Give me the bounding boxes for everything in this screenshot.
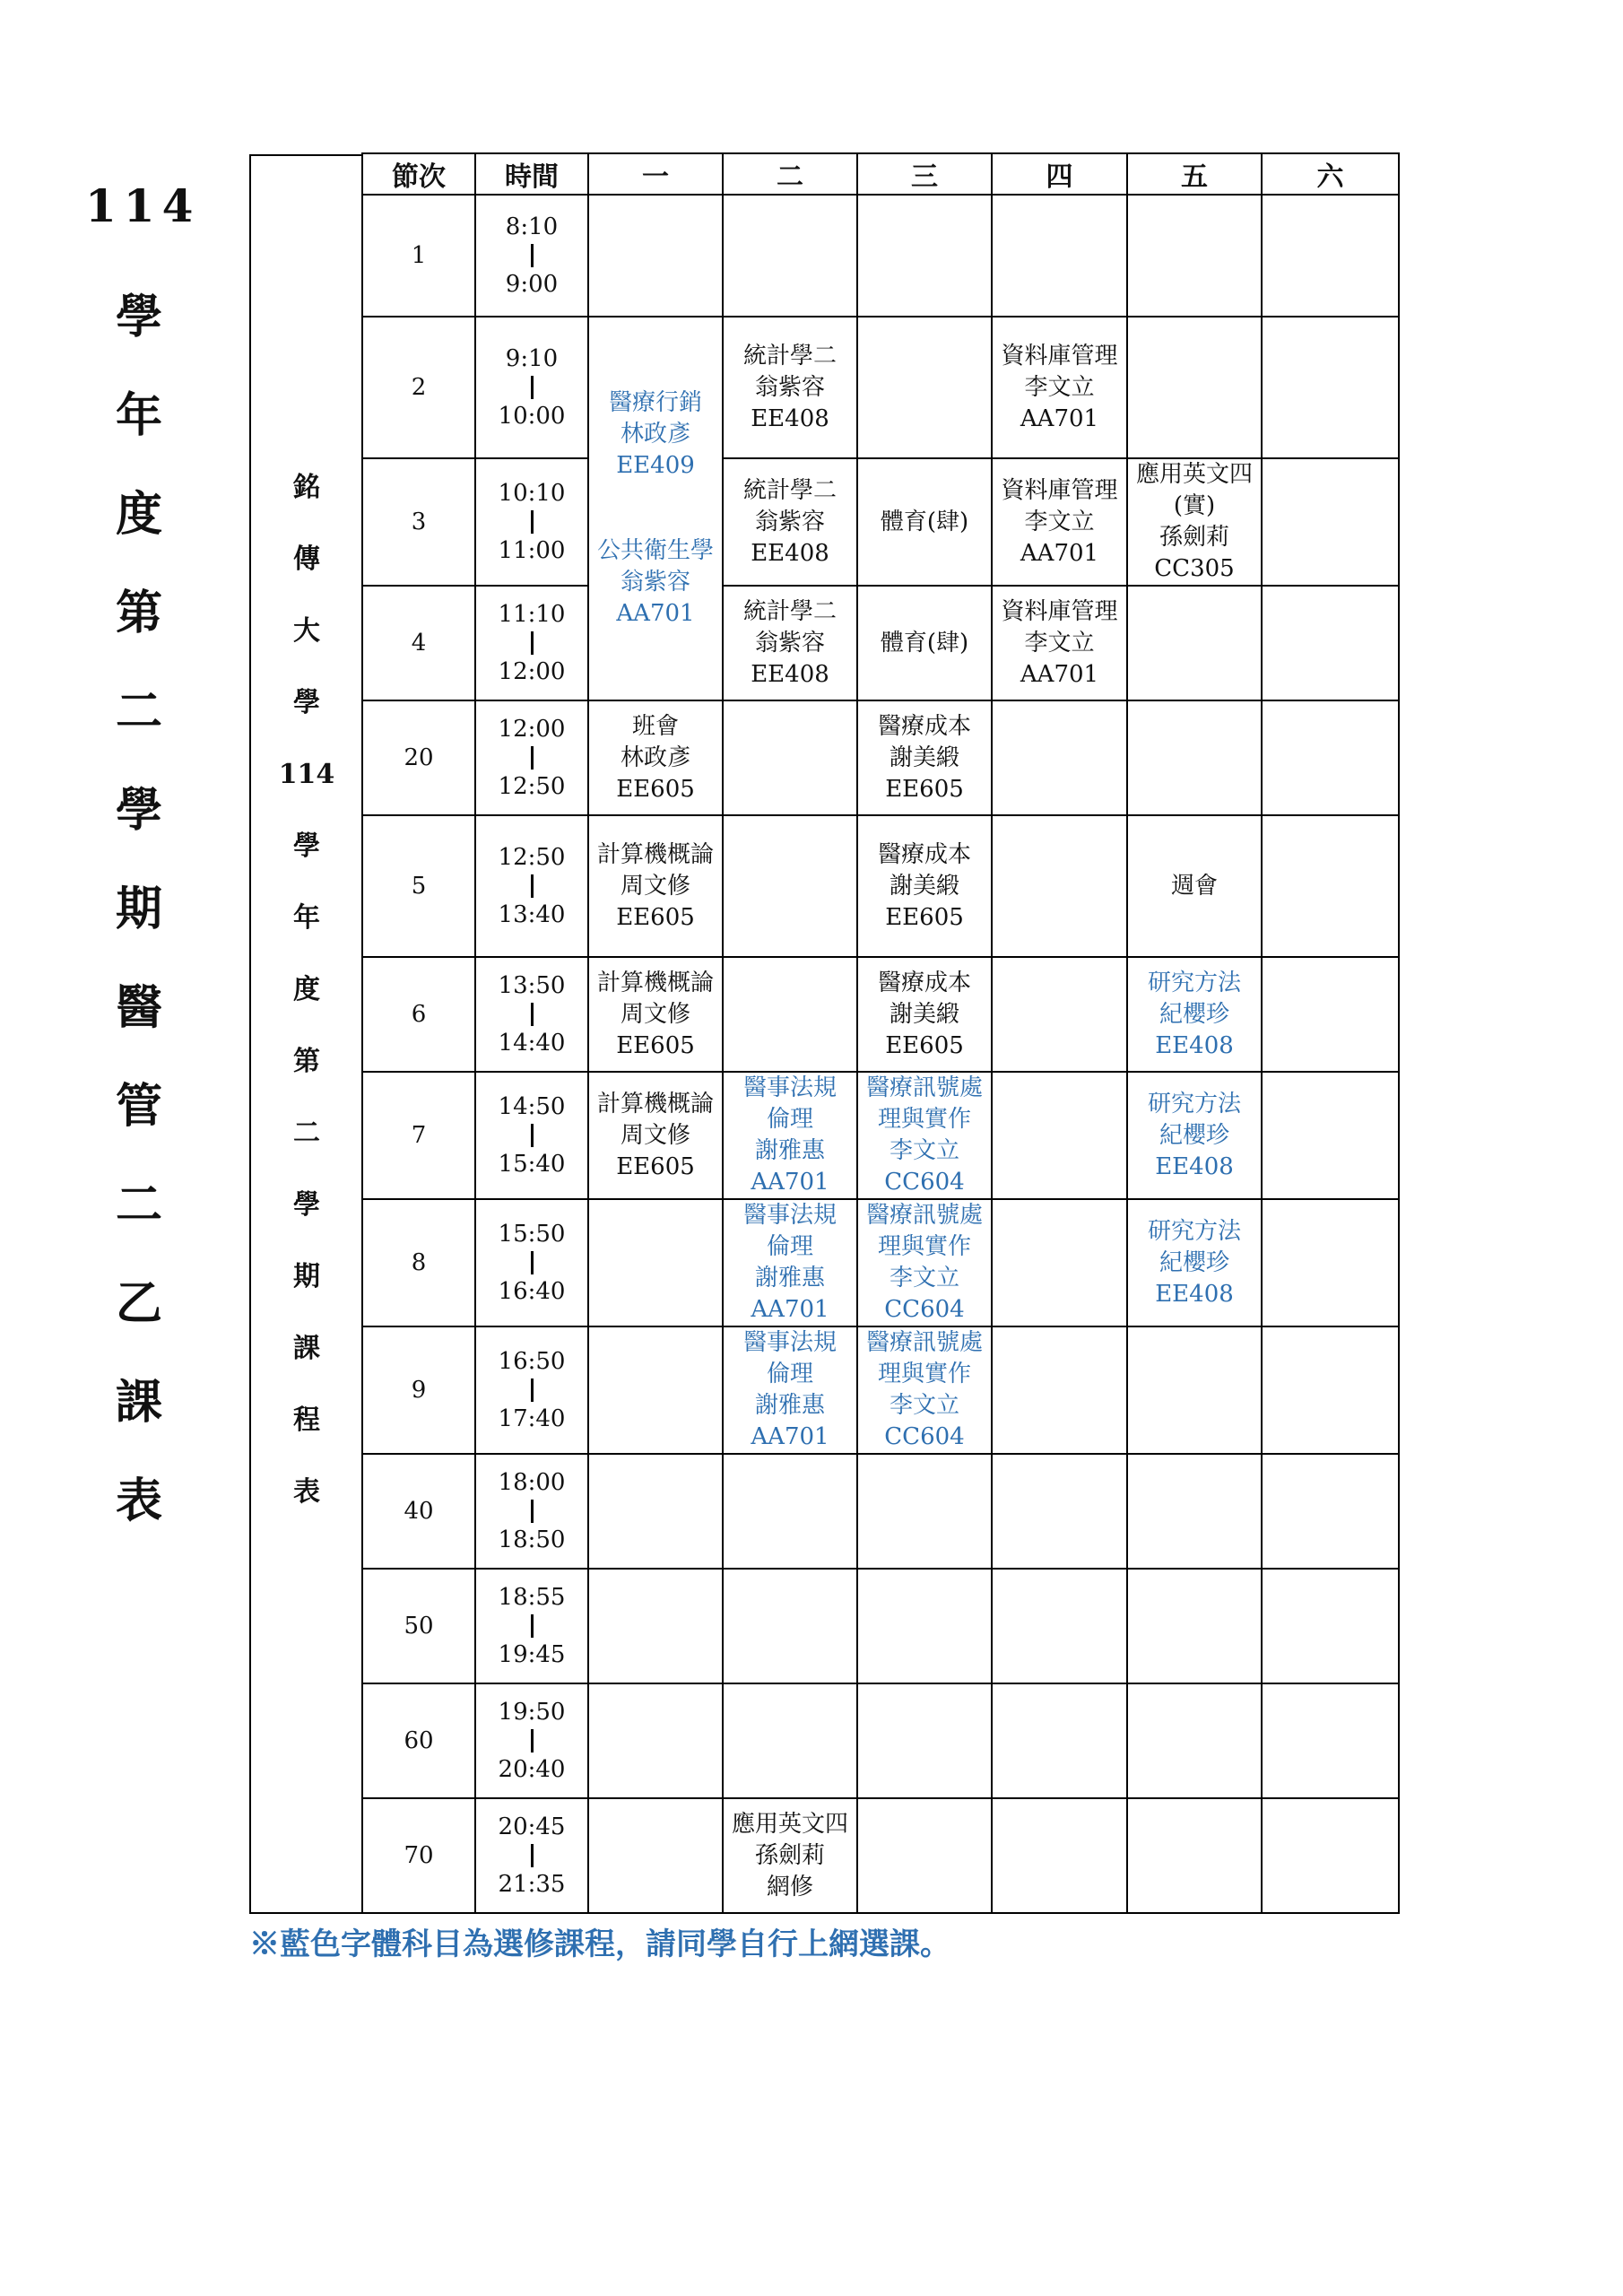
empty-cell [857,195,992,317]
time-cell [475,1072,588,1199]
period-cell: 3 [362,458,475,586]
empty-cell [588,1798,723,1913]
title-char: 學 [115,783,162,838]
course-name: 週會 [1170,872,1218,900]
header-tue: 二 [723,153,857,195]
empty-cell [857,1454,992,1569]
course-teacher: 謝美緞 [889,744,959,771]
time-cell [475,1454,588,1569]
course-room: EE605 [616,775,695,803]
course-name: 醫事法規 [742,1202,837,1229]
course-name: 資料庫管理 [1001,597,1118,625]
course-room: EE605 [885,1031,964,1059]
course-room: AA701 [751,1296,829,1323]
course-room: EE408 [751,404,829,432]
side-label-char: 114 [278,759,335,790]
course-name: 資料庫管理 [1001,476,1118,504]
side-label-char: 傳 [293,544,320,575]
time-start: 14:50 [498,1093,566,1120]
course-name: 醫事法規 [742,1074,837,1101]
side-label-char: 期 [293,1261,320,1292]
period-cell: 2 [362,317,475,458]
empty-cell [1262,586,1399,700]
course-name: 統計學二 [742,597,837,625]
course-name: 計算機概論 [596,969,714,996]
side-label-char: 程 [293,1405,320,1436]
time-end: 11:00 [498,537,566,564]
time-start: 12:50 [498,844,566,871]
empty-cell [1127,700,1262,815]
table-row [362,1454,1399,1569]
empty-cell [992,195,1127,317]
time-start: 10:10 [498,480,566,507]
course-teacher: 李文立 [1024,508,1095,535]
empty-cell [1127,1798,1262,1913]
course-name: 體育(肆) [880,629,969,657]
title-year: 114 [85,179,201,232]
header-thu: 四 [992,153,1127,195]
course-cell [857,957,992,1072]
table-row [362,586,1399,700]
time-start: 12:00 [498,716,566,743]
course-cell [857,458,992,586]
course-teacher: 紀櫻珍 [1159,1121,1229,1149]
course-cell [1127,458,1262,586]
page-title [85,179,201,1551]
course-name: 醫療成本 [877,969,971,996]
time-start: 8:10 [505,213,559,240]
side-label-char: 銘 [293,472,320,503]
course-cell [723,317,857,458]
title-char: 期 [115,882,162,936]
table-row [362,1199,1399,1326]
empty-cell [588,195,723,317]
course-cell [992,317,1127,458]
course-room: AA701 [751,1423,829,1450]
time-end: 20:40 [498,1756,566,1783]
course-room: AA701 [751,1169,829,1196]
time-start: 18:00 [498,1469,566,1496]
course-cell [992,458,1127,586]
period-cell: 9 [362,1326,475,1454]
side-label-char: 課 [293,1333,320,1364]
course-teacher: 孫劍莉 [1159,524,1229,551]
course-teacher: 翁紫容 [754,629,825,657]
title-char: 第 [115,586,162,640]
header-fri: 五 [1127,153,1262,195]
table-row [362,1798,1399,1913]
course-cell [1127,815,1262,957]
empty-cell [992,1569,1127,1683]
course-name: 醫療成本 [877,840,971,868]
elective-note: ※藍色字體科目為選修課程，請同學自行上網選課。 [249,1926,950,1962]
course-room: EE605 [616,1152,695,1180]
empty-cell [992,957,1127,1072]
time-end: 13:40 [498,901,566,928]
course-room: EE408 [751,660,829,688]
table-row [362,1072,1399,1199]
side-label-char: 學 [293,687,320,718]
title-char: 課 [115,1375,162,1430]
empty-cell [1262,195,1399,317]
course-cell-elective [588,317,723,700]
course-name: 醫事法規 [742,1329,837,1356]
course-sub: (實) [1173,492,1216,519]
empty-cell [992,1072,1127,1199]
course-teacher: 翁紫容 [620,569,690,596]
period-cell: 40 [362,1454,475,1569]
empty-cell [588,1326,723,1454]
header-row [362,153,1399,195]
time-end: 10:00 [498,403,566,430]
time-start: 9:10 [505,345,559,372]
course-cell-elective [857,1199,992,1326]
time-end: 17:40 [498,1405,566,1432]
course-name-2: 倫理 [766,1106,813,1133]
course-cell [857,586,992,700]
side-label-char: 表 [293,1476,320,1508]
course-name: 醫療訊號處 [865,1202,983,1229]
empty-cell [588,1683,723,1798]
course-teacher: 李文立 [889,1137,959,1164]
period-cell: 8 [362,1199,475,1326]
course-teacher: 紀櫻珍 [1159,1000,1229,1028]
time-end: 18:50 [498,1526,566,1553]
course-cell-elective [1127,1199,1262,1326]
course-room: EE605 [885,775,964,803]
side-label-char: 大 [293,615,320,647]
course-name: 醫療成本 [877,712,971,740]
time-cell [475,1569,588,1683]
course-teacher: 李文立 [1024,373,1095,401]
empty-cell [992,1683,1127,1798]
empty-cell [723,1569,857,1683]
time-cell [475,1683,588,1798]
course-name: 研究方法 [1147,1217,1241,1245]
empty-cell [1262,1199,1399,1326]
time-start: 15:50 [498,1221,566,1248]
period-cell: 4 [362,586,475,700]
empty-cell [1127,586,1262,700]
empty-cell [857,1569,992,1683]
course-cell [857,700,992,815]
empty-cell [723,815,857,957]
table-row [362,1683,1399,1798]
course-room: AA701 [616,600,695,627]
side-label-char: 二 [293,1118,320,1149]
course-name: 醫療訊號處 [865,1074,983,1101]
course-teacher: 翁紫容 [754,508,825,535]
time-cell [475,586,588,700]
course-teacher: 孫劍莉 [754,1841,825,1869]
course-name: 應用英文四 [731,1810,848,1838]
course-teacher: 林政彥 [620,421,690,448]
course-cell-elective [857,1072,992,1199]
time-end: 15:40 [498,1151,566,1178]
course-room: AA701 [1020,660,1099,688]
title-char: 二 [115,1178,162,1232]
course-cell-elective [857,1326,992,1454]
header-sat: 六 [1262,153,1399,195]
empty-cell [992,1798,1127,1913]
time-end: 14:40 [498,1030,566,1057]
empty-cell [1127,317,1262,458]
table-row [362,458,1399,586]
empty-cell [992,1326,1127,1454]
empty-cell [1127,1454,1262,1569]
empty-cell [723,700,857,815]
course-room: EE605 [885,903,964,931]
header-wed: 三 [857,153,992,195]
time-end: 12:50 [498,773,566,800]
header-time: 時間 [475,153,588,195]
empty-cell [857,317,992,458]
course-room: EE408 [751,539,829,567]
empty-cell [1127,1569,1262,1683]
course-room: EE408 [1155,1031,1234,1059]
table-row [362,700,1399,815]
empty-cell [1262,1326,1399,1454]
side-label-char: 年 [293,902,320,934]
course-name: 計算機概論 [596,1090,714,1118]
time-cell [475,700,588,815]
course-name-2: 倫理 [766,1233,813,1260]
course-teacher: 周文修 [620,1000,690,1028]
time-cell [475,1326,588,1454]
empty-cell [723,195,857,317]
course-room: EE605 [616,1031,695,1059]
course-teacher: 謝美緞 [889,872,959,900]
title-char: 管 [115,1079,162,1134]
empty-cell [1262,1798,1399,1913]
course-cell-elective [723,1199,857,1326]
course-name: 公共衛生學 [596,537,714,564]
table-row [362,957,1399,1072]
header-period: 節次 [362,153,475,195]
course-name: 計算機概論 [596,840,714,868]
course-name-2: 理與實作 [877,1361,971,1387]
empty-cell [1127,1683,1262,1798]
empty-cell [857,1683,992,1798]
empty-cell [1262,317,1399,458]
time-cell [475,317,588,458]
empty-cell [588,1199,723,1326]
course-name: 醫療訊號處 [865,1329,983,1356]
course-name-2: 理與實作 [877,1233,971,1260]
empty-cell [1127,1326,1262,1454]
course-cell-elective [723,1326,857,1454]
course-room: EE408 [1155,1280,1234,1308]
side-label-char: 度 [293,974,320,1005]
time-cell [475,1798,588,1913]
course-cell [588,815,723,957]
time-start: 20:45 [498,1813,566,1840]
table-row [362,1569,1399,1683]
empty-cell [992,1199,1127,1326]
course-room: 網修 [766,1873,813,1900]
course-cell [588,957,723,1072]
empty-cell [1262,1683,1399,1798]
empty-cell [992,700,1127,815]
empty-cell [723,1454,857,1569]
time-start: 18:55 [498,1584,566,1611]
period-cell: 6 [362,957,475,1072]
time-start: 19:50 [498,1699,566,1726]
course-room: AA701 [1020,404,1099,432]
empty-cell [1262,957,1399,1072]
course-teacher: 謝美緞 [889,1000,959,1028]
empty-cell [1262,1072,1399,1199]
time-start: 16:50 [498,1348,566,1375]
table-row [362,815,1399,957]
table-row [362,317,1399,458]
course-teacher: 李文立 [889,1392,959,1419]
side-label-char: 第 [293,1046,320,1077]
time-cell [475,815,588,957]
schedule-table [361,152,1400,1914]
course-name-2: 理與實作 [877,1106,971,1133]
course-cell-elective [1127,1072,1262,1199]
empty-cell [1262,1569,1399,1683]
course-name-2: 倫理 [766,1361,813,1387]
period-cell: 70 [362,1798,475,1913]
title-char: 年 [115,388,162,443]
time-start: 13:50 [498,972,566,999]
course-teacher: 李文立 [1024,629,1095,657]
course-room: EE409 [616,452,695,479]
time-end: 12:00 [498,658,566,685]
side-label-char: 學 [293,831,320,862]
period-cell: 1 [362,195,475,317]
course-room: CC305 [1154,555,1235,582]
course-teacher: 周文修 [620,872,690,900]
title-char: 醫 [115,980,162,1035]
course-room: CC604 [884,1169,965,1196]
course-teacher: 紀櫻珍 [1159,1248,1229,1276]
course-teacher: 林政彥 [620,744,690,771]
course-room: EE605 [616,903,695,931]
title-char: 乙 [115,1276,162,1331]
period-cell: 50 [362,1569,475,1683]
empty-cell [723,957,857,1072]
course-cell [992,586,1127,700]
side-label-char: 學 [293,1189,320,1221]
title-char: 學 [115,290,162,344]
course-room: CC604 [884,1296,965,1323]
course-cell [857,815,992,957]
title-char: 表 [115,1474,162,1528]
time-start: 11:10 [498,601,566,628]
empty-cell [992,815,1127,957]
empty-cell [992,1454,1127,1569]
course-cell [723,1798,857,1913]
course-cell-elective [1127,957,1262,1072]
table-row [362,1326,1399,1454]
time-cell [475,458,588,586]
course-room: EE408 [1155,1152,1234,1180]
table-row [362,195,1399,317]
course-teacher: 翁紫容 [754,373,825,401]
empty-cell [1262,815,1399,957]
course-teacher: 謝雅惠 [754,1392,825,1419]
period-cell: 20 [362,700,475,815]
course-name: 統計學二 [742,476,837,504]
empty-cell [1262,458,1399,586]
time-cell [475,957,588,1072]
time-end: 16:40 [498,1278,566,1305]
course-cell [588,700,723,815]
course-teacher: 謝雅惠 [754,1137,825,1164]
period-cell: 60 [362,1683,475,1798]
course-cell [723,458,857,586]
time-cell [475,1199,588,1326]
course-cell-elective [723,1072,857,1199]
empty-cell [1127,195,1262,317]
course-name: 醫療行銷 [608,389,702,416]
course-teacher: 謝雅惠 [754,1265,825,1292]
course-teacher: 周文修 [620,1121,690,1149]
course-cell [588,1072,723,1199]
empty-cell [588,1454,723,1569]
empty-cell [588,1569,723,1683]
title-char: 度 [115,487,162,542]
course-room: CC604 [884,1423,965,1450]
empty-cell [857,1798,992,1913]
course-name: 資料庫管理 [1001,342,1118,370]
course-name: 研究方法 [1147,969,1241,996]
course-room: AA701 [1020,539,1099,567]
title-char: 二 [115,684,162,739]
course-teacher: 李文立 [889,1265,959,1292]
empty-cell [1262,700,1399,815]
time-end: 9:00 [505,271,559,298]
time-end: 21:35 [498,1871,566,1898]
course-name: 班會 [631,712,679,740]
side-label-column [249,154,362,1914]
course-name: 應用英文四 [1135,461,1253,488]
course-name: 統計學二 [742,342,837,370]
course-cell [723,586,857,700]
time-cell [475,195,588,317]
header-mon: 一 [588,153,723,195]
course-name: 體育(肆) [880,508,969,535]
empty-cell [723,1683,857,1798]
period-cell: 5 [362,815,475,957]
course-name: 研究方法 [1147,1090,1241,1118]
period-cell: 7 [362,1072,475,1199]
empty-cell [1262,1454,1399,1569]
time-end: 19:45 [498,1641,566,1668]
